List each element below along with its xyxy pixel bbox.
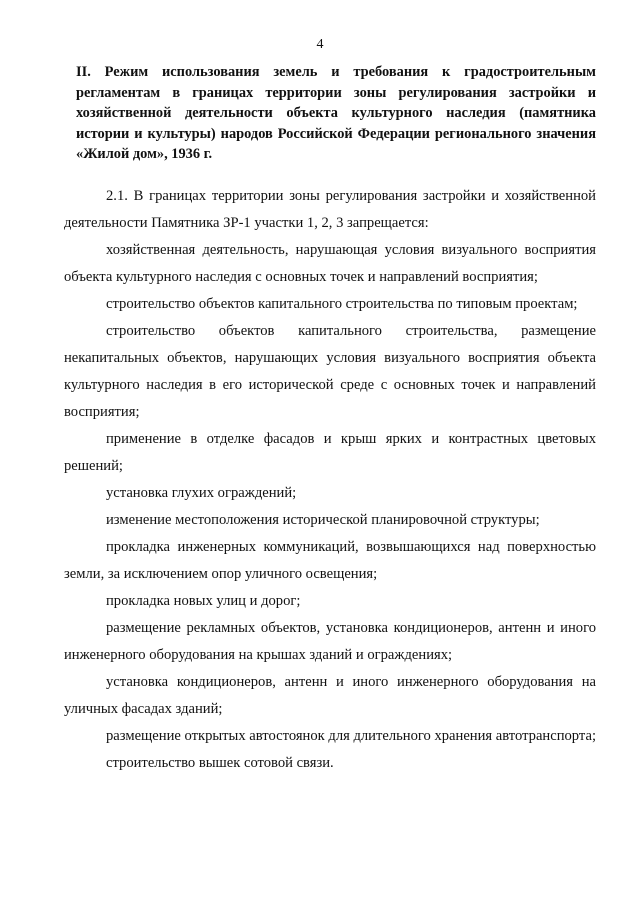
page-number: 4 bbox=[316, 37, 324, 52]
list-item: установка глухих ограждений; bbox=[106, 485, 297, 501]
list-item: изменение местоположения исторической планировочной структуры; bbox=[106, 512, 540, 528]
list-item: строительство объектов капитального строительства, размещение некапитальных объектов, нарушающих условия визуального восприятия объекта культурного наследия в его исторической среде с основных точек и направлений восприятия; bbox=[64, 323, 596, 420]
list-item: размещение рекламных объектов, установка кондиционеров, антенн и иного инженерного оборудования на крышах зданий и ограждениях; bbox=[64, 620, 596, 663]
list-item: хозяйственная деятельность, нарушающая условия визуального восприятия объекта культурного наследия с основных точек и направлений восприятия; bbox=[64, 242, 596, 285]
list-item: строительство вышек сотовой связи. bbox=[106, 755, 334, 771]
list-item: прокладка инженерных коммуникаций, возвышающихся над поверхностью земли, за исключением опор уличного освещения; bbox=[64, 539, 596, 582]
list-item: установка кондиционеров, антенн и иного инженерного оборудования на уличных фасадах зданий; bbox=[64, 674, 596, 717]
list-item: размещение открытых автостоянок для длительного хранения автотранспорта; bbox=[106, 728, 597, 744]
list-item: прокладка новых улиц и дорог; bbox=[106, 593, 301, 609]
paragraph-2-1: 2.1. В границах территории зоны регулирования застройки и хозяйственной деятельности Памятника ЗР-1 участки 1, 2, 3 запрещается: bbox=[64, 188, 596, 231]
document-body bbox=[64, 183, 596, 777]
list-item: строительство объектов капитального строительства по типовым проектам; bbox=[106, 296, 578, 312]
section-heading: II. Режим использования земель и требования к градостроительным регламентам в границах территории зоны регулирования застройки и хозяйственной деятельности объекта культурного наследия (памятника истории и культуры) народов Российской Федерации регионального значения «Жилой дом», 1936 г. bbox=[76, 64, 596, 162]
list-item: применение в отделке фасадов и крыш ярких и контрастных цветовых решений; bbox=[64, 431, 596, 474]
